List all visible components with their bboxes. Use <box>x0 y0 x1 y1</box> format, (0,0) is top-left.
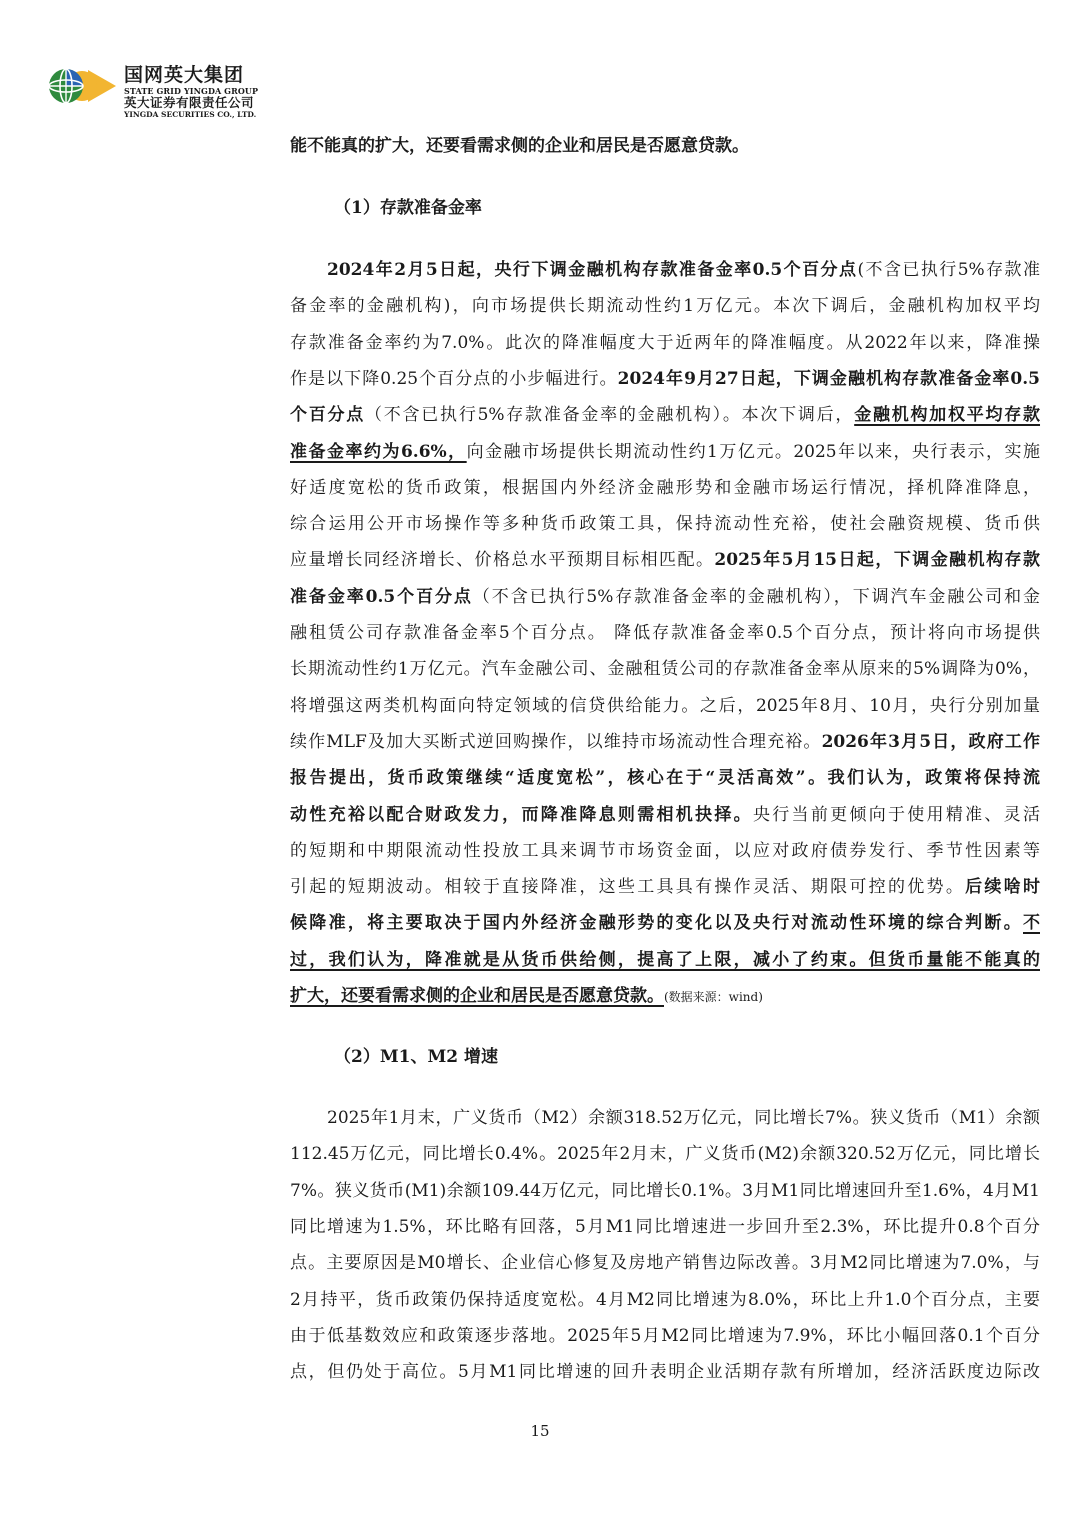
text-run: 应量增长同经济增长、价格总水平预期目标相匹配。 <box>290 550 715 571</box>
text-run: 点，但仍处于高位。5月M1同比增速的回升表明企业活期存款有所增加，经济活跃度边际改 <box>290 1362 1040 1383</box>
section-heading-money-supply: （2）M1、M2 增速 <box>334 1047 499 1067</box>
paragraph-line <box>290 800 1040 830</box>
text-run: 长期流动性约1万亿元。汽车金融公司、金融租赁公司的存款准备金率从原来的5%调降为0%， <box>290 659 1040 680</box>
paragraph-line <box>290 582 1040 612</box>
paragraph-line <box>290 364 1040 394</box>
text-run: (不含已执行5%存款准 <box>857 260 1040 280</box>
page-number: 15 <box>530 1422 550 1440</box>
source-note: (数据来源：wind) <box>664 990 763 1004</box>
paragraph-line <box>290 1139 1040 1169</box>
group-name-cn: 国网英大集团 <box>124 64 245 86</box>
paragraph-line <box>290 1357 1040 1387</box>
paragraph-line <box>290 400 1040 430</box>
paragraph-line <box>290 836 1040 866</box>
text-run: 2025年5月15日起，下调金融机构存款 <box>714 550 1040 571</box>
text-run: 2026年3月5日，政府工作 <box>821 731 1040 752</box>
text-run: 引起的短期波动。相较于直接降准，这些工具具有操作灵活、期限可控的优势。 <box>290 877 966 898</box>
text-run: 金融机构加权平均存款 <box>854 405 1041 426</box>
text-run: （不含已执行5%存款准备金率的金融机构）。本次下调后， <box>365 405 855 426</box>
text-run: 作是以下降0.25个百分点的小步幅进行。 <box>290 368 618 389</box>
text-run: 好适度宽松的货币政策，根据国内外经济金融形势和金融市场运行情况，择机降准降息， <box>290 477 1040 498</box>
company-logo <box>44 64 294 126</box>
text-run: 点。主要原因是M0增长、企业信心修复及房地产销售边际改善。3月M2同比增速为7.0%，与 <box>290 1253 1040 1274</box>
text-run: 112.45万亿元，同比增长0.4%。2025年2月末，广义货币(M2)余额320.52万亿元，同比增长 <box>290 1144 1040 1165</box>
text-run: 同比增速为1.5%，环比略有回落，5月M1同比增速进一步回升至2.3%，环比提升0.8个百分 <box>290 1216 1040 1237</box>
paragraph-line <box>290 872 1040 902</box>
text-run: 后续啥时 <box>965 877 1041 898</box>
paragraph-line <box>290 437 1040 467</box>
paragraph-line <box>290 328 1040 358</box>
text-run: 综合运用公开市场操作等多种货币政策工具，保持流动性充裕，使社会融资规模、货币供 <box>290 514 1040 535</box>
text-run: 过，我们认为，降准就是从货币供给侧，提高了上限，减小了约束。但货币量能不能真的 <box>290 949 1040 970</box>
paragraph-line <box>290 618 1040 648</box>
paragraph-line <box>290 908 1040 938</box>
text-run: 融租赁公司存款准备金率5个百分点。 降低存款准备金率0.5个百分点，预计将向市场提供 <box>290 623 1040 643</box>
text-run: 存款准备金率约为7.0%。此次的降准幅度大于近两年的降准幅度。从2022年以来，降准操 <box>290 332 1040 353</box>
text-run: 7%。狭义货币(M1)余额109.44万亿元，同比增长0.1%。3月M1同比增速回升至1.6%，4月M1 <box>290 1180 1040 1201</box>
continued-paragraph-line: 能不能真的扩大，还要看需求侧的企业和居民是否愿意贷款。 <box>290 136 749 156</box>
paragraph-line <box>290 981 1040 1011</box>
text-run: 将增强这两类机构面向特定领域的信贷供给能力。之后，2025年8月、10月，央行分别加量 <box>290 695 1040 716</box>
text-run: 报告提出，货币政策继续“适度宽松”，核心在于“灵活高效”。我们认为，政策将保持流 <box>290 768 1040 789</box>
text-run: 2024年9月27日起，下调金融机构存款准备金率0.5 <box>617 368 1040 389</box>
paragraph-line <box>327 255 1040 285</box>
text-run: 扩大，还要看需求侧的企业和居民是否愿意贷款。 <box>290 986 664 1006</box>
paragraph-line <box>290 473 1040 503</box>
text-run: 动性充裕以配合财政发力，而降准降息则需相机抉择。 <box>290 804 753 825</box>
section-heading-rrr: （1）存款准备金率 <box>334 198 482 218</box>
paragraph-line <box>290 727 1040 757</box>
paragraph-line <box>290 291 1040 321</box>
company-name-cn: 英大证券有限责任公司 <box>124 95 255 110</box>
paragraph-line <box>290 509 1040 539</box>
paragraph-line <box>290 1285 1040 1315</box>
text-run: 2月持平，货币政策仍保持适度宽松。4月M2同比增速为8.0%，环比上升1.0个百分点，主要 <box>290 1289 1040 1310</box>
text-run: 续作MLF及加大买断式逆回购操作，以维持市场流动性合理充裕。 <box>290 731 822 752</box>
group-name-en: STATE GRID YINGDA GROUP <box>124 86 259 96</box>
paragraph-line <box>290 1212 1040 1242</box>
text-run: 2024年2月5日起，央行下调金融机构存款准备金率0.5个百分点 <box>327 260 858 280</box>
text-run: 央行当前更倾向于使用精准、灵活 <box>752 804 1041 825</box>
logo-text <box>124 64 258 119</box>
paragraph-line <box>290 545 1040 575</box>
paragraph-line <box>290 654 1040 684</box>
paragraph-line <box>290 945 1040 975</box>
state-grid-globe-icon <box>44 66 116 106</box>
text-run: 准备金率约为6.6%， <box>290 441 467 462</box>
text-run: 由于低基数效应和政策逐步落地。2025年5月M2同比增速为7.9%，环比小幅回落0.1个百分 <box>290 1325 1040 1346</box>
paragraph-line <box>290 1176 1040 1206</box>
text-run: 的短期和中期限流动性投放工具来调节市场资金面，以应对政府债券发行、季节性因素等 <box>290 840 1040 861</box>
paragraph-line <box>290 1248 1040 1278</box>
text-run: 向金融市场提供长期流动性约1万亿元。2025年以来，央行表示，实施 <box>466 441 1040 462</box>
text-run: 备金率的金融机构)，向市场提供长期流动性约1万亿元。本次下调后，金融机构加权平均 <box>290 296 1040 317</box>
paragraph-line <box>290 1321 1040 1351</box>
company-name-en: YINGDA SECURITIES CO., LTD. <box>124 110 257 119</box>
text-run: 不 <box>1023 913 1040 934</box>
text-run: 个百分点 <box>290 405 366 426</box>
text-run: （不含已执行5%存款准备金率的金融机构），下调汽车金融公司和金 <box>472 586 1041 607</box>
text-run: 2025年1月末，广义货币（M2）余额318.52万亿元，同比增长7%。狭义货币（M1）余额 <box>327 1108 1040 1128</box>
paragraph-line <box>290 763 1040 793</box>
text-run: 准备金率0.5个百分点 <box>290 586 473 607</box>
paragraph-line <box>327 1103 1040 1133</box>
text-run: 候降准，将主要取决于国内外经济金融形势的变化以及央行对流动性环境的综合判断。 <box>290 913 1023 934</box>
paragraph-line <box>290 691 1040 721</box>
